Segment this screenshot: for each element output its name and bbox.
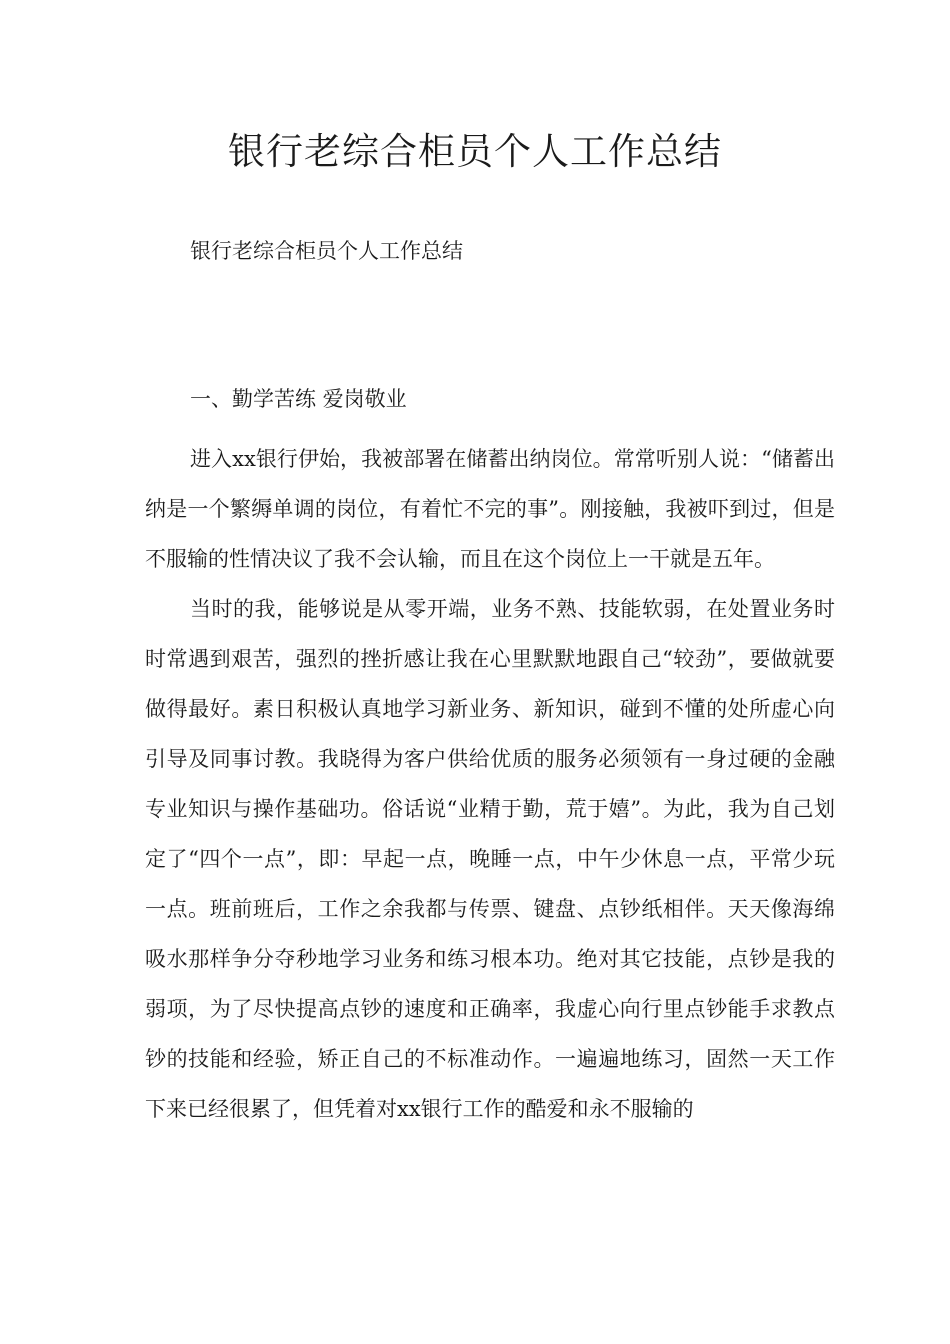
section-heading: 一、勤学苦练 爱岗敬业 bbox=[190, 387, 407, 411]
document-subtitle: 银行老综合柜员个人工作总结 bbox=[190, 239, 463, 263]
document-body bbox=[145, 382, 835, 1134]
paragraph-2: 当时的我，能够说是从零开端，业务不熟、技能软弱，在处置业务时时常遇到艰苦，强烈的挫折感让我在心里默默地跟自己“较劲”，要做就要做得最好。素日积极认真地学习新业务、新知识，碰到不懂的处所虚心向引导及同事讨教。我晓得为客户供给优质的服务必须领有一身过硬的金融专业知识与操作基础功。俗话说“业精于勤，荒于嬉”。为此，我为自己划定了“四个一点”，即：早起一点，晚睡一点，中午少休息一点，平常少玩一点。班前班后，工作之余我都与传票、键盘、点钞纸相伴。天天像海绵吸水那样争分夺秒地学习业务和练习根本功。绝对其它技能，点钞是我的弱项，为了尽快提高点钞的速度和正确率，我虚心向行里点钞能手求教点钞的技能和经验，矫正自己的不标准动作。一遍遍地练习，固然一天工作下来已经很累了，但凭着对xx银行工作的酷爱和永不服输的 bbox=[145, 597, 835, 1121]
paragraph-1: 进入xx银行伊始，我被部署在储蓄出纳岗位。常常听别人说：“储蓄出纳是一个繁缛单调的岗位，有着忙不完的事”。刚接触，我被吓到过，但是不服输的性情决议了我不会认输，而且在这个岗位上一干就是五年。 bbox=[145, 447, 835, 571]
document-title: 银行老综合柜员个人工作总结 bbox=[228, 130, 722, 173]
